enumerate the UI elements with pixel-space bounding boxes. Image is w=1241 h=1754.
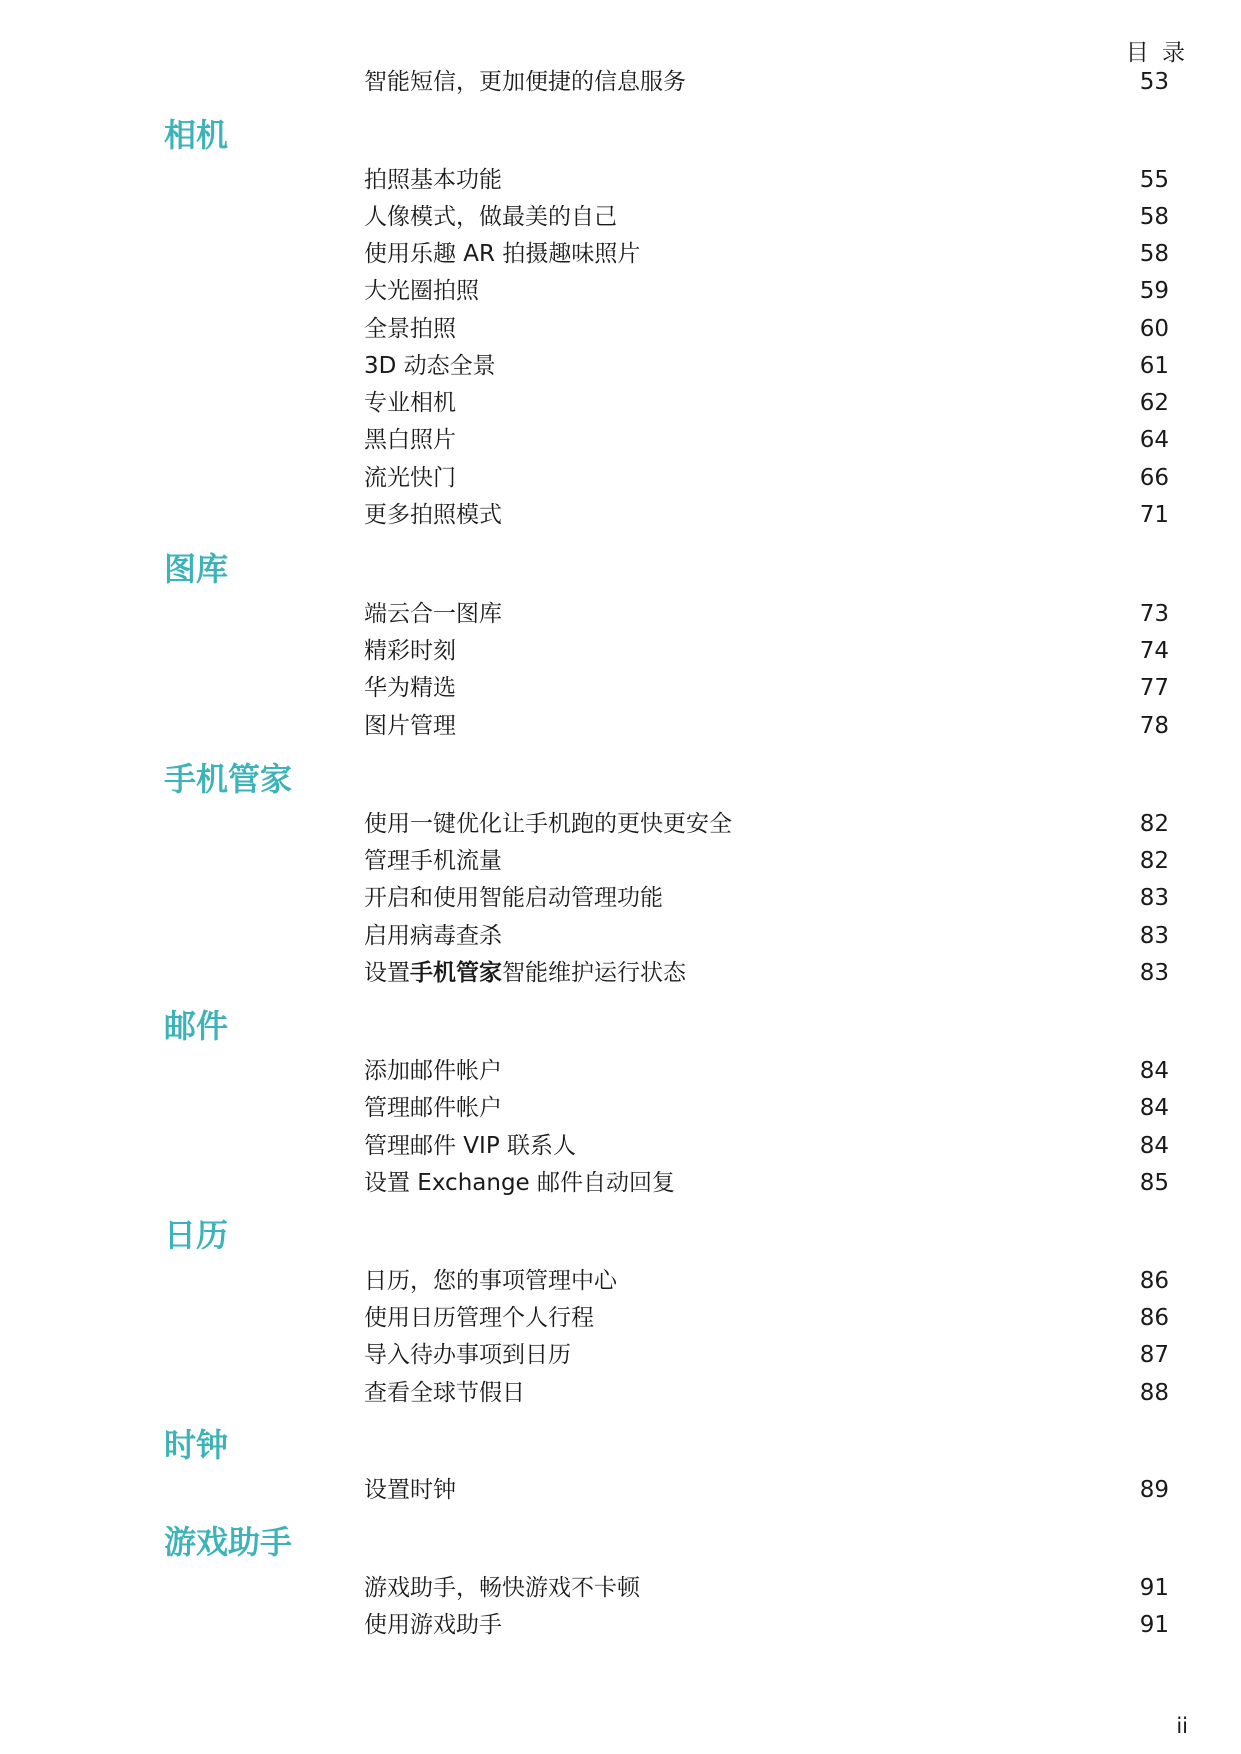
toc-entry-page: 53 (1139, 69, 1169, 95)
toc-entry-title-bold: 手机管家 (410, 960, 502, 986)
toc-entry-page: 86 (1139, 1305, 1169, 1331)
toc-entry-title: 专业相机 (364, 390, 456, 416)
toc-entry[interactable] (364, 955, 1169, 991)
toc-entry[interactable] (364, 422, 1169, 458)
toc-entry-title: 精彩时刻 (364, 638, 456, 664)
toc-entry-title: 使用一键优化让手机跑的更快更安全 (364, 811, 732, 837)
toc-entry[interactable] (364, 1607, 1169, 1643)
toc-entry-title: 使用游戏助手 (364, 1612, 502, 1638)
toc-entry-title: 3D 动态全景 (364, 353, 496, 379)
toc-entry-page: 84 (1139, 1133, 1169, 1159)
page-header-label: 目 录 (1125, 40, 1188, 66)
toc-entry-page: 66 (1139, 465, 1169, 491)
toc-entry-page: 71 (1139, 502, 1169, 528)
toc-entry-title: 开启和使用智能启动管理功能 (364, 885, 663, 911)
toc-entry[interactable] (364, 1128, 1169, 1164)
toc-entry-title: 导入待办事项到日历 (364, 1342, 571, 1368)
toc-entry-page: 60 (1139, 316, 1169, 342)
toc-entry[interactable] (364, 1570, 1169, 1606)
toc-entry[interactable] (364, 1375, 1169, 1411)
toc-entry-title: 添加邮件帐户 (364, 1058, 502, 1084)
toc-entry-page: 85 (1139, 1170, 1169, 1196)
toc-entry-page: 58 (1139, 241, 1169, 267)
toc-entry-page: 88 (1139, 1380, 1169, 1406)
toc-entry-page: 83 (1139, 885, 1169, 911)
toc-entry[interactable] (364, 273, 1169, 309)
toc-entry-page: 84 (1139, 1058, 1169, 1084)
toc-entry[interactable] (364, 460, 1169, 496)
toc-entry-title: 拍照基本功能 (364, 167, 502, 193)
section-heading-camera[interactable]: 相机 (164, 116, 229, 154)
toc-entry-title: 使用日历管理个人行程 (364, 1305, 594, 1331)
toc-entry-title: 查看全球节假日 (364, 1380, 525, 1406)
toc-entry-title: 启用病毒查杀 (364, 923, 502, 949)
toc-entry[interactable] (364, 1090, 1169, 1126)
section-heading-email[interactable]: 邮件 (164, 1007, 229, 1045)
toc-entry[interactable] (364, 596, 1169, 632)
toc-entry[interactable] (364, 1300, 1169, 1336)
toc-entry-page: 86 (1139, 1268, 1169, 1294)
toc-entry[interactable] (364, 236, 1169, 272)
toc-entry[interactable] (364, 1263, 1169, 1299)
toc-entry-page: 83 (1139, 923, 1169, 949)
toc-entry-page: 73 (1139, 601, 1169, 627)
toc-entry[interactable] (364, 162, 1169, 198)
toc-entry[interactable] (364, 199, 1169, 235)
toc-entry-page: 82 (1139, 811, 1169, 837)
toc-entry[interactable] (364, 1337, 1169, 1373)
toc-entry-page: 59 (1139, 278, 1169, 304)
toc-entry-page: 83 (1139, 960, 1169, 986)
toc-entry-page: 87 (1139, 1342, 1169, 1368)
toc-entry-page: 61 (1139, 353, 1169, 379)
toc-entry[interactable] (364, 880, 1169, 916)
toc-entry[interactable] (364, 385, 1169, 421)
toc-entry[interactable] (364, 311, 1169, 347)
toc-entry[interactable] (364, 633, 1169, 669)
toc-entry-title: 日历，您的事项管理中心 (364, 1268, 617, 1294)
toc-entry-page: 84 (1139, 1095, 1169, 1121)
page-number: ii (1176, 1714, 1188, 1738)
toc-entry[interactable] (364, 806, 1169, 842)
section-heading-game-assistant[interactable]: 游戏助手 (164, 1523, 293, 1561)
toc-entry[interactable] (364, 1053, 1169, 1089)
toc-entry-title: 华为精选 (364, 675, 456, 701)
toc-entry[interactable] (364, 348, 1169, 384)
toc-entry-page: 91 (1139, 1612, 1169, 1638)
toc-entry[interactable] (364, 1165, 1169, 1201)
toc-entry-title: 设置时钟 (364, 1477, 456, 1503)
toc-entry-title: 设置 Exchange 邮件自动回复 (364, 1170, 676, 1196)
toc-entry-title (364, 955, 686, 991)
toc-entry[interactable] (364, 497, 1169, 533)
section-heading-calendar[interactable]: 日历 (164, 1216, 229, 1254)
toc-entry[interactable] (364, 670, 1169, 706)
toc-entry-page: 78 (1139, 713, 1169, 739)
toc-entry-page: 77 (1139, 675, 1169, 701)
toc-entry-title-prefix: 设置 (364, 960, 410, 986)
toc-entry-title-suffix: 智能维护运行状态 (502, 960, 686, 986)
toc-entry-page: 74 (1139, 638, 1169, 664)
toc-entry-title: 人像模式，做最美的自己 (364, 204, 617, 230)
toc-entry-title: 管理邮件帐户 (364, 1095, 502, 1121)
toc-entry[interactable] (364, 64, 1169, 100)
toc-entry-title: 端云合一图库 (364, 601, 502, 627)
toc-entry-title: 流光快门 (364, 465, 456, 491)
toc-entry-title: 使用乐趣 AR 拍摄趣味照片 (364, 241, 641, 267)
section-heading-clock[interactable]: 时钟 (164, 1426, 229, 1464)
toc-entry-title: 全景拍照 (364, 316, 456, 342)
toc-entry-page: 58 (1139, 204, 1169, 230)
toc-entry[interactable] (364, 918, 1169, 954)
toc-entry-page: 91 (1139, 1575, 1169, 1601)
toc-entry-title: 智能短信，更加便捷的信息服务 (364, 69, 686, 95)
toc-entry-title: 黑白照片 (364, 427, 456, 453)
toc-entry-page: 64 (1139, 427, 1169, 453)
toc-entry[interactable] (364, 1472, 1169, 1508)
toc-entry-page: 55 (1139, 167, 1169, 193)
toc-entry-title: 大光圈拍照 (364, 278, 479, 304)
toc-entry-title: 管理手机流量 (364, 848, 502, 874)
toc-entry[interactable] (364, 843, 1169, 879)
section-heading-phone-manager[interactable]: 手机管家 (164, 760, 293, 798)
toc-entry-page: 82 (1139, 848, 1169, 874)
toc-entry[interactable] (364, 708, 1169, 744)
toc-entry-title: 游戏助手，畅快游戏不卡顿 (364, 1575, 640, 1601)
toc-entry-title: 图片管理 (364, 713, 456, 739)
toc-entry-title: 管理邮件 VIP 联系人 (364, 1133, 577, 1159)
toc-entry-title: 更多拍照模式 (364, 502, 502, 528)
section-heading-gallery[interactable]: 图库 (164, 550, 229, 588)
toc-entry-page: 89 (1139, 1477, 1169, 1503)
toc-entry-page: 62 (1139, 390, 1169, 416)
